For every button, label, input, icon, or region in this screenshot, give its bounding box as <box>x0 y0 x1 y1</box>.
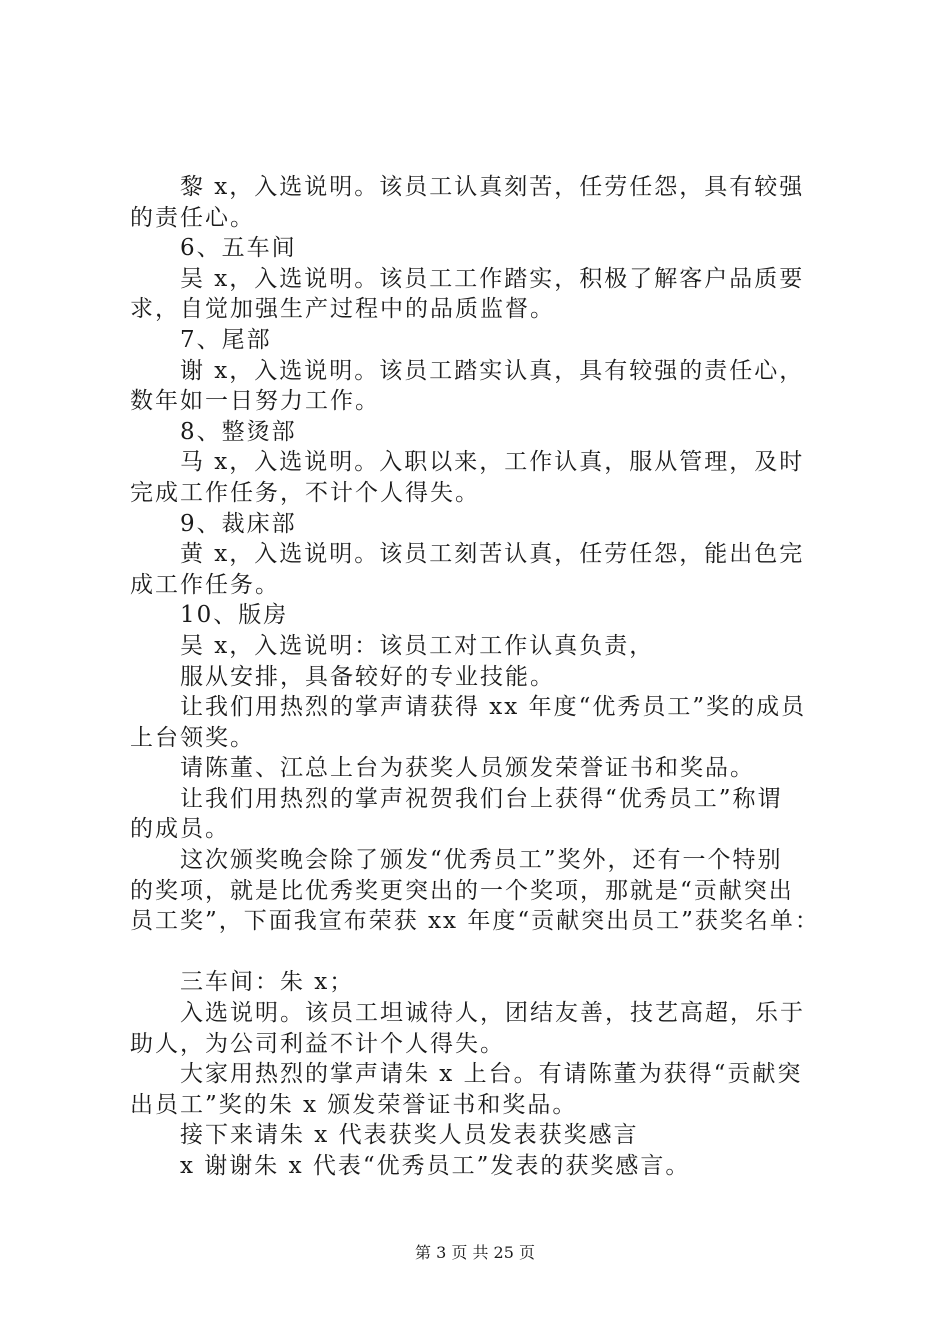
text-line: 吴 x，入选说明：该员工对工作认真负责， <box>180 632 655 659</box>
text-line: 的成员。 <box>130 816 230 843</box>
text-line: 让我们用热烈的掌声请获得 xx 年度“优秀员工”奖的成员 <box>180 694 807 721</box>
text-line: 求，自觉加强生产过程中的品质监督。 <box>130 296 555 323</box>
text-line: 吴 x，入选说明。该员工工作踏实，积极了解客户品质要 <box>180 265 805 292</box>
text-line: 马 x，入选说明。入职以来，工作认真，服从管理，及时 <box>180 449 805 476</box>
text-line: x 谢谢朱 x 代表“优秀员工”发表的获奖感言。 <box>180 1153 691 1179</box>
section-heading: 6、五车间 <box>180 235 297 262</box>
text-line: 服从安排，具备较好的专业技能。 <box>180 663 555 690</box>
text-line: 让我们用热烈的掌声祝贺我们台上获得“优秀员工”称谓 <box>180 785 783 812</box>
text-line: 上台领奖。 <box>130 724 255 751</box>
text-line: 的责任心。 <box>130 204 255 231</box>
section-heading: 9、裁床部 <box>180 510 297 537</box>
text-line: 请陈董、江总上台为获奖人员颁发荣誉证书和奖品。 <box>180 755 755 782</box>
text-line: 完成工作任务，不计个人得失。 <box>130 479 480 506</box>
text-line: 出员工”奖的朱 x 颁发荣誉证书和奖品。 <box>130 1091 578 1118</box>
text-line: 这次颁奖晚会除了颁发“优秀员工”奖外，还有一个特别 <box>180 847 783 874</box>
blank-line <box>130 937 845 968</box>
document-body <box>130 172 845 1182</box>
text-line: 成工作任务。 <box>130 571 280 598</box>
section-heading: 8、整烫部 <box>180 418 297 445</box>
text-line: 助人，为公司利益不计个人得失。 <box>130 1030 505 1057</box>
text-line: 三车间：朱 x； <box>180 969 355 996</box>
text-line: 的奖项，就是比优秀奖更突出的一个奖项，那就是“贡献突出 <box>130 877 794 904</box>
text-line: 接下来请朱 x 代表获奖人员发表获奖感言 <box>180 1122 639 1149</box>
text-line: 数年如一日努力工作。 <box>130 388 380 415</box>
text-line: 大家用热烈的掌声请朱 x 上台。有请陈董为获得“贡献突 <box>180 1061 803 1088</box>
section-heading: 10、版房 <box>180 602 289 629</box>
text-line: 入选说明。该员工坦诚待人，团结友善，技艺高超，乐于 <box>180 1000 805 1027</box>
section-heading: 7、尾部 <box>180 326 272 353</box>
text-line: 谢 x，入选说明。该员工踏实认真，具有较强的责任心， <box>180 357 805 384</box>
text-line: 黄 x，入选说明。该员工刻苦认真，任劳任怨，能出色完 <box>180 541 805 568</box>
page-footer: 第 3 页 共 25 页 <box>415 1243 535 1262</box>
text-line: 黎 x，入选说明。该员工认真刻苦，任劳任怨，具有较强 <box>180 174 805 200</box>
text-line: 员工奖”，下面我宣布荣获 xx 年度“贡献突出员工”获奖名单： <box>130 908 820 935</box>
